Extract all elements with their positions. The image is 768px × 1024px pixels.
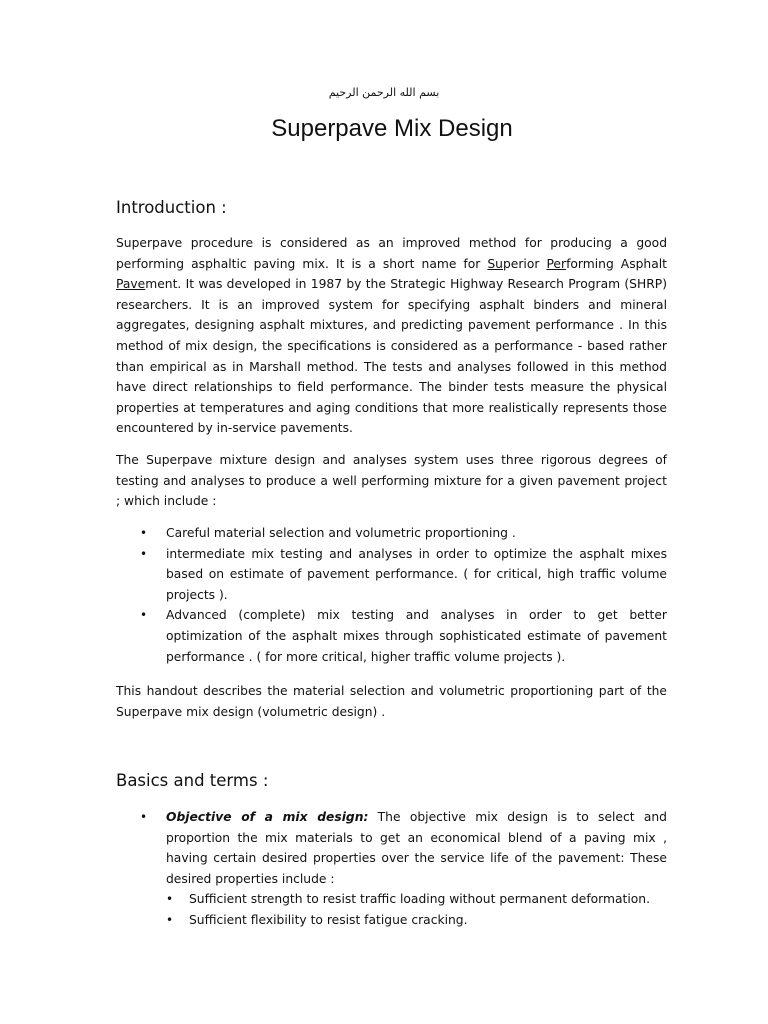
bullet-icon: • bbox=[140, 526, 148, 540]
word-perior: perior bbox=[502, 256, 547, 271]
intro-paragraph-2: The Superpave mixture design and analyses system uses three rigorous degrees of testing and analyses to produce a well performing mixture for a given pavement project ; which include : bbox=[116, 453, 667, 509]
list-item bbox=[166, 910, 667, 931]
bullet-icon: • bbox=[140, 546, 148, 561]
bullet-icon: • bbox=[140, 810, 148, 824]
intro-p1-part-a: Superpave procedure is considered as an improved method for producing a good performing asphaltic paving mix. It is a short name for bbox=[116, 236, 667, 271]
bullet-icon: • bbox=[166, 912, 174, 927]
list-item-text: Sufficient strength to resist traffic loading without permanent deformation. bbox=[189, 892, 650, 907]
page-title: Superpave Mix Design bbox=[271, 115, 513, 142]
testing-degrees-list bbox=[116, 523, 667, 667]
acronym-per: Per bbox=[546, 256, 567, 271]
bullet-icon: • bbox=[166, 892, 174, 907]
bismillah-header: بسم الله الرحمن الرحيم bbox=[328, 86, 440, 99]
list-item-text: Careful material selection and volumetric proportioning . bbox=[166, 526, 516, 540]
list-item bbox=[116, 523, 667, 544]
intro-paragraph-1 bbox=[116, 233, 667, 439]
list-item-text: intermediate mix testing and analyses in order to optimize the asphalt mixes based on estimate of pavement performance. ( for critical, high traffic volume projects ). bbox=[166, 546, 667, 602]
intro-p1-part-b: ment. It was developed in 1987 by the Strategic Highway Research Program (SHRP) researchers. It is an improved system for specifying asphalt binders and mineral aggregates, designing asphalt mixtures, and predicting pavement performance . In this method of mix design, the specifications is considered as a performance - based rather than empirical as in Marshall method. The tests and analyses followed in this method have direct relationships to field performance. The binder tests measure the physical properties at temperatures and aging conditions that more realistically represents those encountered by in-service pavements. bbox=[116, 277, 667, 436]
list-item bbox=[166, 889, 667, 910]
list-item bbox=[116, 807, 667, 931]
intro-paragraph-3: This handout describes the material selection and volumetric proportioning part of the Superpave mix design (volumetric design) . bbox=[116, 684, 667, 719]
objective-text: The objective mix design is to select and proportion the mix materials to get an economical blend of a paving mix , having certain desired properties over the service life of the pavement: These desired properties include : bbox=[166, 810, 667, 886]
acronym-pave: Pave bbox=[116, 277, 146, 292]
objective-label: Objective of a mix design: bbox=[166, 810, 369, 824]
list-item bbox=[116, 544, 667, 606]
desired-properties-list bbox=[166, 889, 667, 930]
word-forming: forming Asphalt bbox=[566, 256, 667, 271]
basics-list bbox=[116, 807, 667, 931]
list-item-text: Advanced (complete) mix testing and analyses in order to get better optimization of the asphalt mixes through sophisticated estimate of pavement performance . ( for more critical, higher traffic volume projects ). bbox=[166, 608, 667, 664]
bullet-icon: • bbox=[140, 608, 148, 623]
acronym-su: Su bbox=[487, 256, 503, 271]
list-item-text: Sufficient flexibility to resist fatigue cracking. bbox=[189, 912, 468, 927]
introduction-heading: Introduction : bbox=[116, 198, 227, 217]
list-item bbox=[116, 605, 667, 667]
basics-heading: Basics and terms : bbox=[116, 771, 269, 790]
